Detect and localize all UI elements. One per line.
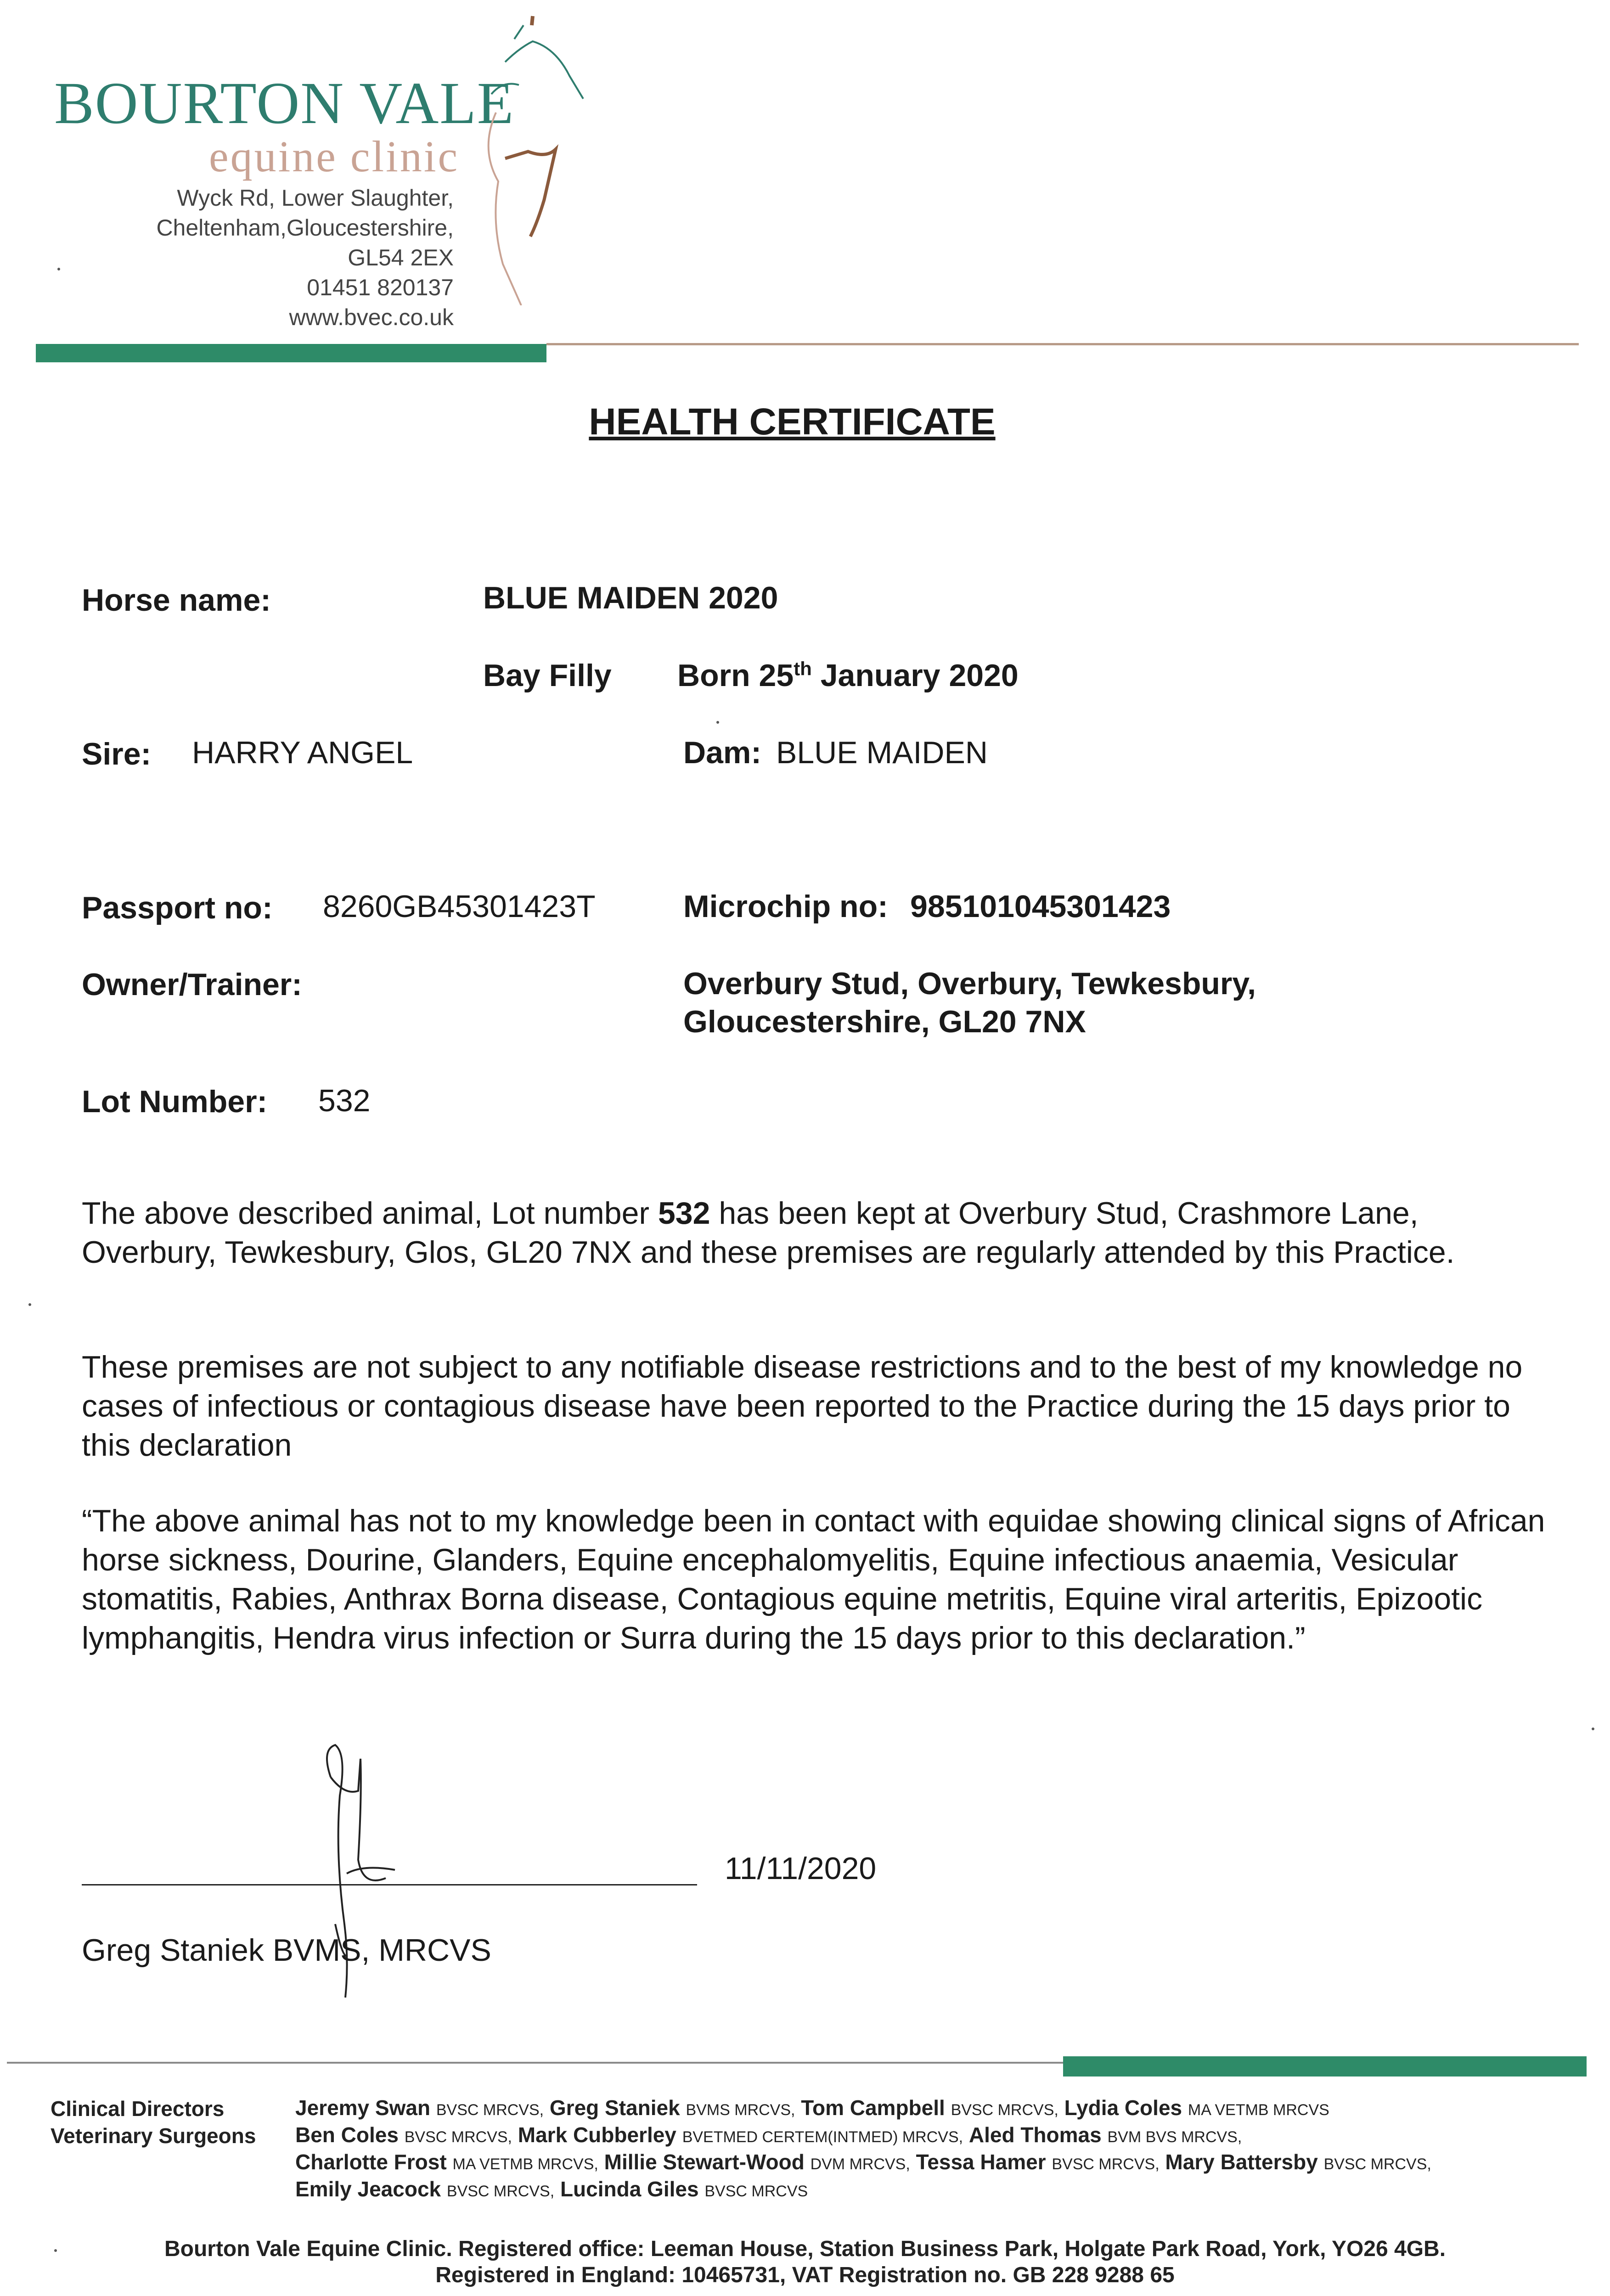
clinic-name: BOURTON VALE <box>54 70 515 136</box>
clinic-subtitle: equine clinic <box>209 132 460 181</box>
scan-speck <box>1592 1728 1594 1730</box>
signatory-name: Greg Staniek BVMS, MRCVS <box>82 1933 491 1968</box>
colour-sex-value: Bay Filly <box>483 658 612 693</box>
footer-rule <box>7 2062 1063 2064</box>
address-postcode: GL54 2EX <box>348 245 454 270</box>
clinical-directors-label: Clinical Directors <box>51 2097 225 2121</box>
header-green-bar <box>36 344 546 362</box>
document-title: HEALTH CERTIFICATE <box>589 401 996 443</box>
lot-number-label: Lot Number: <box>82 1084 268 1119</box>
clinic-phone: 01451 820137 <box>307 275 454 300</box>
horse-name-value: BLUE MAIDEN 2020 <box>483 580 778 615</box>
staff-line-4: Emily Jeacock BVSC MRCVS, Lucinda Giles BVSC MRCVS <box>295 2177 808 2201</box>
veterinary-surgeons-label: Veterinary Surgeons <box>51 2124 256 2148</box>
header-rule <box>546 343 1579 345</box>
address-line-1: Wyck Rd, Lower Slaughter, <box>177 185 454 211</box>
owner-address-line-1: Overbury Stud, Overbury, Tewkesbury, <box>683 966 1256 1001</box>
registered-office: Bourton Vale Equine Clinic. Registered office: Leeman House, Station Business Park, Holgate Park Road, York, YO26 4GB. <box>164 2237 1446 2261</box>
passport-value: 8260GB45301423T <box>323 889 596 924</box>
sire-value: HARRY ANGEL <box>192 735 413 770</box>
staff-line-3: Charlotte Frost MA VETMB MRCVS, Millie Stewart-Wood DVM MRCVS, Tessa Hamer BVSC MRCVS, Mary Battersby BVSC MRCVS, <box>295 2150 1431 2174</box>
declaration-paragraph-2: These premises are not subject to any notifiable disease restrictions and to the best of my knowledge no cases of infectious or contagious disease have been reported to the Practice during the 15 days prior to this declaration <box>82 1350 1523 1463</box>
staff-line-1: Jeremy Swan BVSC MRCVS, Greg Staniek BVMS MRCVS, Tom Campbell BVSC MRCVS, Lydia Coles MA VETMB MRCVS <box>295 2096 1329 2120</box>
footer-green-bar <box>1063 2056 1587 2077</box>
passport-label: Passport no: <box>82 890 273 925</box>
microchip-value: 985101045301423 <box>910 889 1171 924</box>
sire-label: Sire: <box>82 737 152 771</box>
signature-line <box>82 1884 697 1885</box>
scan-speck <box>28 1303 31 1306</box>
signature-date: 11/11/2020 <box>725 1851 877 1886</box>
clinic-website: www.bvec.co.uk <box>289 304 454 330</box>
owner-address-line-2: Gloucestershire, GL20 7NX <box>683 1004 1086 1039</box>
horse-name-label: Horse name: <box>82 583 271 618</box>
birth-date-value: Born 25th January 2020 <box>677 658 1019 693</box>
scan-speck <box>57 268 60 270</box>
microchip-label: Microchip no: <box>683 889 888 924</box>
horse-logo-icon <box>478 7 588 305</box>
company-registration: Registered in England: 10465731, VAT Registration no. GB 228 9288 65 <box>435 2263 1175 2287</box>
declaration-paragraph-3: “The above animal has not to my knowledge been in contact with equidae showing clinical signs of African horse sickness, Dourine, Glanders, Equine encephalomyelitis, Equine infectious anaemia, Vesicular stomatitis, Rabies, Anthrax Borna disease, Contagious equine metritis, Equine viral arteritis, Epizootic lymphangitis, Hendra virus infection or Surra during the 15 days prior to this declaration.” <box>82 1503 1545 1655</box>
address-line-2: Cheltenham,Gloucestershire, <box>156 215 454 241</box>
scan-speck <box>54 2249 57 2252</box>
dam-label: Dam: <box>683 735 762 770</box>
lot-number-value: 532 <box>318 1083 371 1118</box>
scan-speck <box>716 721 719 724</box>
staff-line-2: Ben Coles BVSC MRCVS, Mark Cubberley BVETMED CERTEM(INTMED) MRCVS, Aled Thomas BVM BVS MRCVS, <box>295 2123 1242 2147</box>
declaration-paragraph-1: The above described animal, Lot number 532 has been kept at Overbury Stud, Crashmore Lane, Overbury, Tewkesbury, Glos, GL20 7NX and these premises are regularly attended by this Practice. <box>82 1196 1455 1270</box>
owner-label: Owner/Trainer: <box>82 967 302 1002</box>
dam-value: BLUE MAIDEN <box>776 735 988 770</box>
